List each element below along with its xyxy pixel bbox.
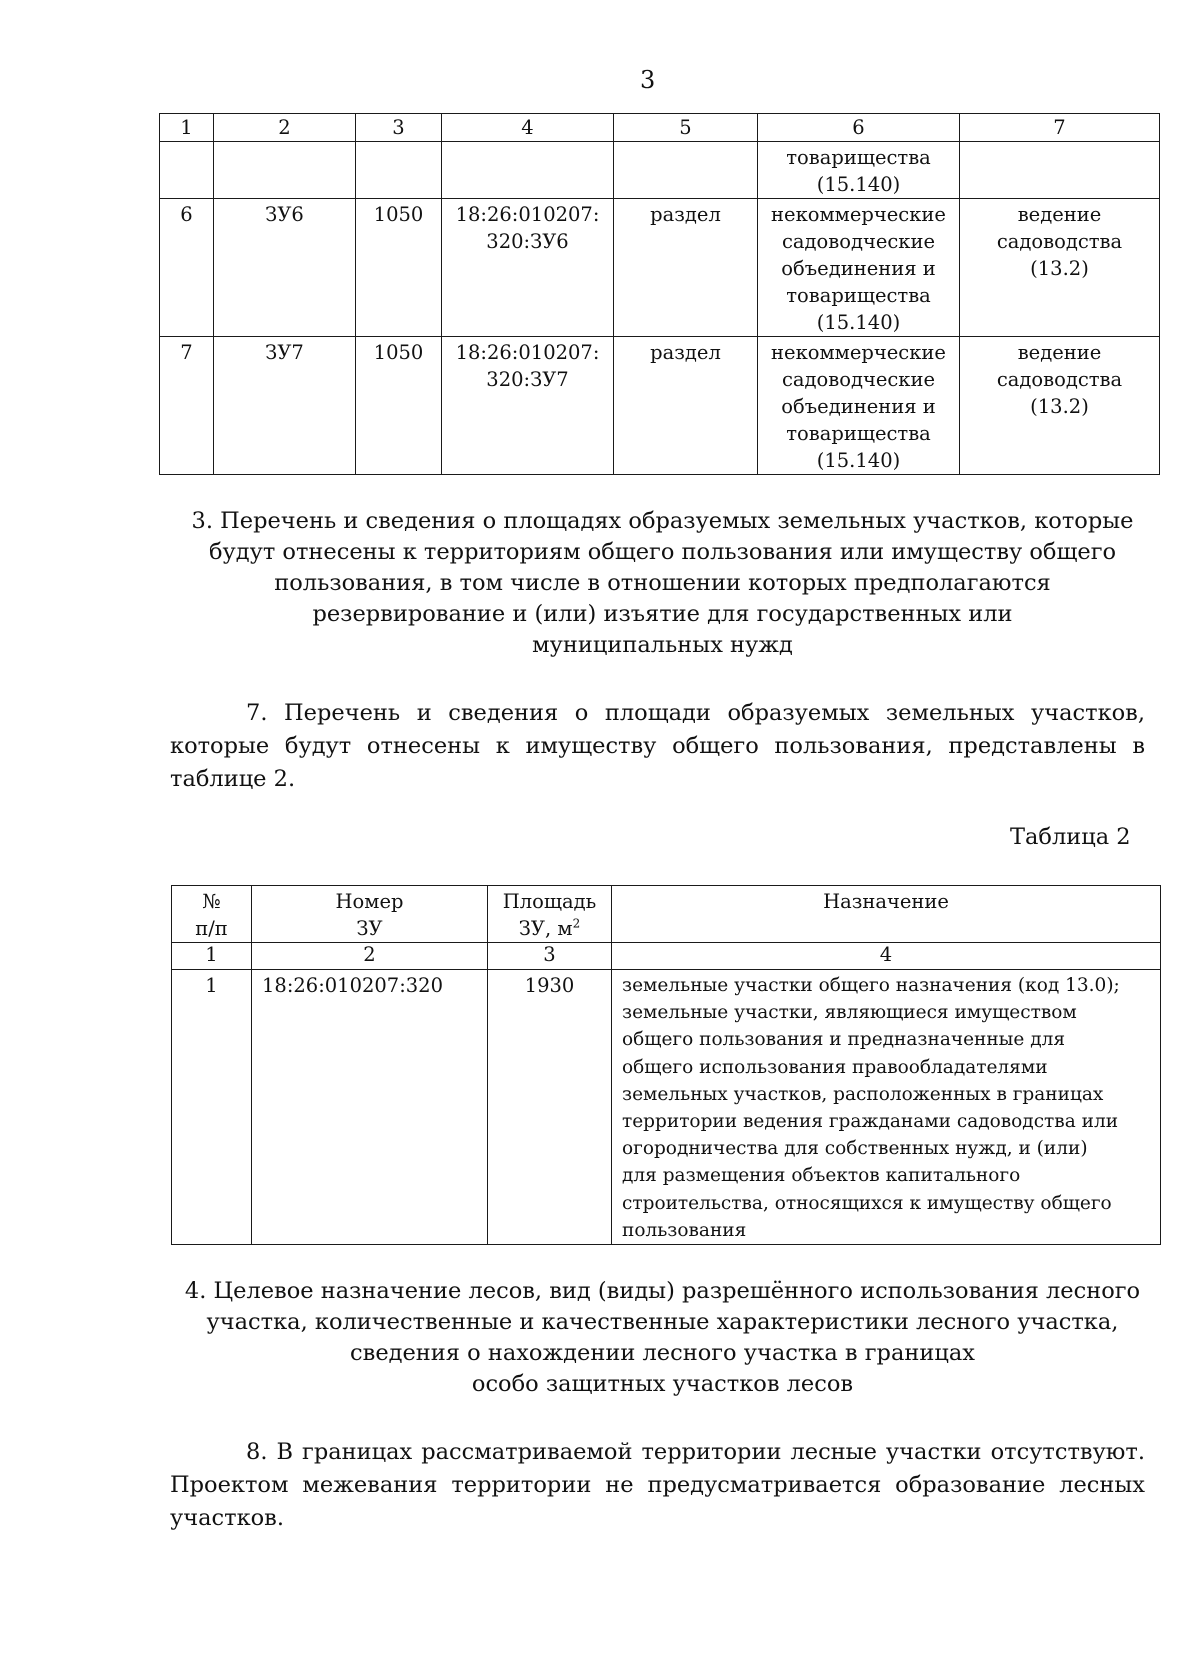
heading-line: особо защитных участков лесов	[471, 1371, 854, 1397]
cell-line: садоводческие	[781, 368, 936, 391]
heading-line: участка, количественные и качественные характеристики лесного участка,	[206, 1309, 1119, 1335]
heading-line: будут отнесены к территориям общего пользования или имуществу общего	[208, 539, 1117, 565]
header-cell-number	[252, 886, 488, 943]
cell-line: (15.140)	[816, 449, 901, 472]
cell-number	[160, 142, 214, 199]
purpose-line: земельные участки общего назначения (код 13.0);	[622, 975, 1120, 996]
cell-line: некоммерческие	[771, 203, 946, 226]
header-cell: 5	[614, 114, 758, 142]
cell-index: 1	[172, 970, 252, 1245]
cell-purpose-description	[612, 970, 1161, 1245]
cell-usage	[758, 142, 960, 199]
column-number-row	[172, 943, 1161, 970]
heading-line: резервирование и (или) изъятие для государственных или	[312, 601, 1013, 627]
column-number: 3	[488, 943, 612, 970]
cell-plot-label: ЗУ7	[214, 337, 356, 475]
cell-line: некоммерческие	[771, 341, 946, 364]
header-cell: 3	[356, 114, 442, 142]
cell-plot-label: ЗУ6	[214, 199, 356, 337]
cell-line: 18:26:010207:	[455, 203, 600, 226]
heading-line: муниципальных нужд	[532, 632, 793, 658]
area-unit: ЗУ, м	[518, 917, 573, 940]
header-line: Площадь	[502, 890, 597, 913]
cell-line: ведение	[1017, 341, 1102, 364]
table-row	[160, 199, 1160, 337]
heading-line: пользования, в том числе в отношении которых предполагаются	[274, 570, 1051, 596]
cell-usage	[758, 337, 960, 475]
purpose-line: территории ведения гражданами садоводства или	[622, 1111, 1119, 1133]
cell-usage	[758, 199, 960, 337]
cell-area: 1930	[488, 970, 612, 1245]
header-cell-area	[488, 886, 612, 943]
heading-line: 3. Перечень и сведения о площадях образуемых земельных участков, которые	[191, 508, 1134, 534]
cell-number: 6	[160, 199, 214, 337]
header-cell: 6	[758, 114, 960, 142]
cell-line: товарищества	[786, 284, 931, 307]
header-cell: 4	[442, 114, 614, 142]
purpose-line: строительства, относящихся к имуществу общего	[622, 1192, 1112, 1214]
cell-number: 7	[160, 337, 214, 475]
purpose-line: земельные участки, являющиеся имуществом	[622, 1002, 1077, 1024]
cell-method: раздел	[614, 199, 758, 337]
paragraph-7: 7. Перечень и сведения о площади образуемых земельных участков, которые будут отнесены к имуществу общего пользования, представлены в таблице 2.	[170, 700, 1145, 792]
header-cell: 7	[960, 114, 1160, 142]
cell-cadastral-number: 18:26:010207:320	[252, 970, 488, 1245]
section-3-heading	[165, 506, 1160, 661]
header-cell-index	[172, 886, 252, 943]
purpose-line: пользования	[622, 1219, 747, 1241]
unit-superscript: 2	[572, 916, 581, 931]
cell-line: товарищества	[786, 422, 931, 445]
table-2-caption: Таблица 2	[1010, 824, 1131, 850]
purpose-line: общего пользования и предназначенные для	[622, 1029, 1066, 1051]
table-row	[160, 142, 1160, 199]
cell-line: товарищества	[786, 146, 931, 169]
cell-line: садоводства	[996, 230, 1123, 253]
header-cell: 2	[214, 114, 356, 142]
cell-cadastral	[442, 199, 614, 337]
cell-line: ведение	[1017, 203, 1102, 226]
table-header-row	[160, 114, 1160, 142]
cell-line: 320:ЗУ6	[486, 230, 569, 253]
section-4-heading	[165, 1276, 1160, 1400]
cell-purpose	[960, 199, 1160, 337]
cell-area: 1050	[356, 199, 442, 337]
cell-line: (13.2)	[1030, 395, 1089, 418]
cell-line: объединения и	[781, 395, 936, 418]
table-row	[160, 337, 1160, 475]
cell-area: 1050	[356, 337, 442, 475]
cell-line: 320:ЗУ7	[486, 368, 569, 391]
paragraph-8: 8. В границах рассматриваемой территории лесные участки отсутствуют. Проектом межевания территории не предусматривается образование лесных участков.	[170, 1439, 1145, 1531]
heading-line: 4. Целевое назначение лесов, вид (виды) разрешённого использования лесного	[184, 1278, 1141, 1304]
cell-line: (13.2)	[1030, 257, 1089, 280]
cell-line: садоводства	[996, 368, 1123, 391]
common-use-plots-table	[171, 885, 1161, 1245]
purpose-line: огородничества для собственных нужд, и (или)	[622, 1138, 1088, 1160]
cell-cadastral	[442, 337, 614, 475]
column-number: 1	[172, 943, 252, 970]
page-number: 3	[640, 66, 656, 94]
cell-plot-label	[214, 142, 356, 199]
purpose-line: общего использования правообладателями	[622, 1056, 1048, 1078]
cell-line: 18:26:010207:	[455, 341, 600, 364]
header-line	[492, 915, 607, 942]
cell-method	[614, 142, 758, 199]
heading-line: сведения о нахождении лесного участка в границах	[350, 1340, 975, 1366]
header-line: п/п	[195, 917, 228, 940]
land-plots-table-continued	[159, 113, 1160, 475]
cell-line: объединения и	[781, 257, 936, 280]
table-row	[172, 970, 1161, 1245]
cell-purpose	[960, 142, 1160, 199]
cell-cadastral	[442, 142, 614, 199]
cell-area	[356, 142, 442, 199]
cell-line: (15.140)	[816, 311, 901, 334]
cell-method: раздел	[614, 337, 758, 475]
purpose-line: для размещения объектов капитального	[622, 1165, 1021, 1187]
purpose-line: земельных участков, расположенных в границах	[622, 1083, 1104, 1105]
header-line: Номер	[335, 890, 404, 913]
cell-purpose	[960, 337, 1160, 475]
cell-line: садоводческие	[781, 230, 936, 253]
table-header-row	[172, 886, 1161, 943]
header-line: ЗУ	[356, 917, 383, 940]
header-line: №	[202, 890, 221, 913]
column-number: 2	[252, 943, 488, 970]
column-number: 4	[612, 943, 1161, 970]
header-cell: 1	[160, 114, 214, 142]
header-cell-purpose: Назначение	[612, 886, 1161, 943]
cell-line: (15.140)	[816, 173, 901, 196]
